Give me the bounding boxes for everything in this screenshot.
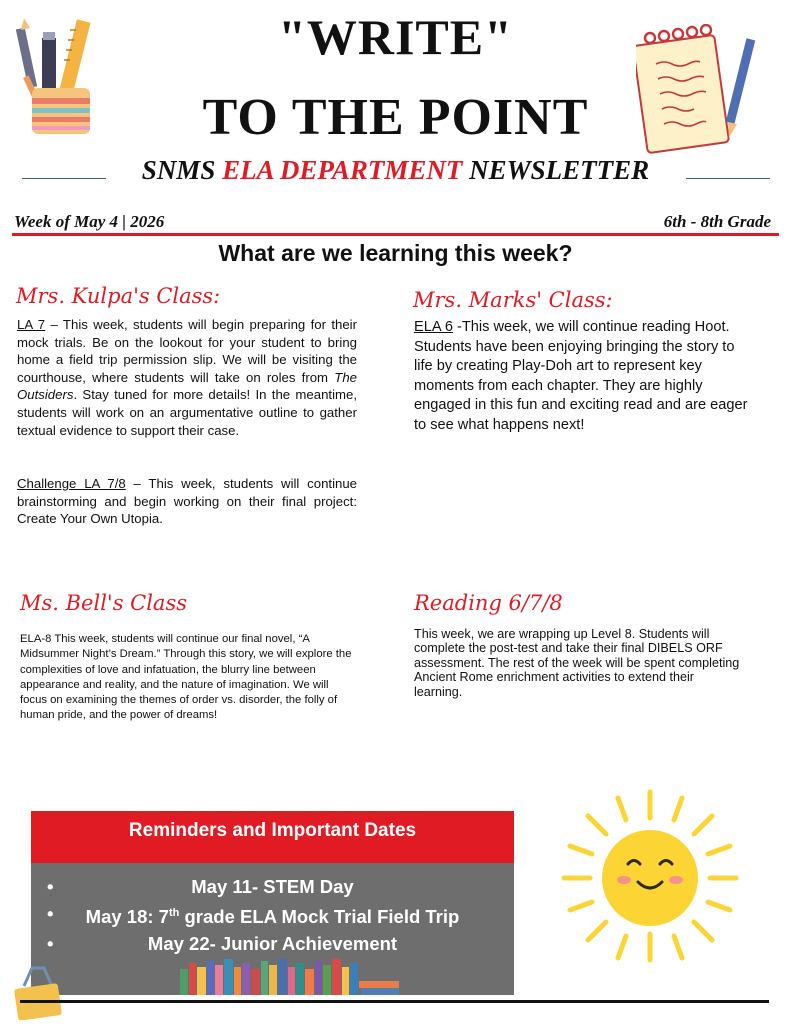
divider-right bbox=[686, 178, 770, 179]
kulpa-challenge-paragraph bbox=[17, 475, 357, 528]
grade-range: 6th - 8th Grade bbox=[663, 212, 771, 231]
newsletter-title-line1: "WRITE" bbox=[278, 9, 513, 65]
kulpa-la7-paragraph bbox=[17, 316, 357, 439]
subtitle-department: ELA DEPARTMENT bbox=[222, 155, 463, 185]
reminder-item-text-end: grade ELA Mock Trial Field Trip bbox=[179, 906, 460, 928]
la7-label: LA 7 bbox=[17, 317, 46, 332]
book-title: The Outsiders bbox=[17, 369, 357, 403]
subtitle-newsletter: NEWSLETTER bbox=[462, 155, 650, 185]
ela6-label: ELA 6 bbox=[414, 319, 453, 335]
sun-icon bbox=[560, 788, 740, 964]
reminder-item-text: May 18: 7 bbox=[85, 906, 169, 928]
challenge-label: Challenge LA 7/8 bbox=[17, 476, 126, 491]
subtitle-school: SNMS bbox=[141, 155, 223, 185]
footer-rule bbox=[20, 1000, 769, 1003]
section-heading: What are we learning this week? bbox=[218, 240, 573, 266]
reminders-header: Reminders and Important Dates bbox=[31, 811, 514, 863]
newsletter-title-line2: TO THE POINT bbox=[202, 89, 589, 146]
reminder-item: • May 22- Junior Achievement bbox=[31, 930, 514, 957]
reminder-item bbox=[31, 900, 514, 930]
la7-text-end: . Stay tuned for more details! In the meantime, students will work on an argumentative outline to gather textual evidence to support their case. bbox=[17, 387, 357, 438]
la7-text: – This week, students will begin preparing for their mock trials. Be on the lookout for your student to bring home a field trip permission slip. We will be visiting the courthouse, where students will take on roles from bbox=[17, 317, 357, 385]
week-date: Week of May 4 | 2026 bbox=[14, 212, 165, 231]
marks-class-title: Mrs. Marks' Class: bbox=[413, 288, 613, 312]
ela6-text: -This week, we will continue reading Hoot. Students have been enjoying bringing the story to life by creating Play-Doh art to represent key moments from each chapter. They are highly engaged in this fun and exciting read and are eager to see what happens next! bbox=[414, 319, 748, 433]
reminder-superscript: th bbox=[168, 907, 180, 919]
newsletter-subtitle bbox=[0, 155, 791, 186]
bell-class-title: Ms. Bell's Class bbox=[20, 591, 188, 615]
marks-ela6-paragraph bbox=[414, 318, 754, 436]
reminder-item: • May 11- STEM Day bbox=[31, 873, 514, 900]
divider-left bbox=[22, 178, 106, 179]
reminders-list bbox=[31, 873, 514, 957]
reading-paragraph: This week, we are wrapping up Level 8. Students will complete the post-test and take their final DIBELS ORF assessment. The rest of the week will be spent completing Ancient Rome enrichment activities to extend their learning. bbox=[414, 627, 740, 699]
header-rule bbox=[12, 233, 779, 236]
challenge-text: – This week, students will continue brainstorming and begin working on their final project: Create Your Own Utopia. bbox=[17, 476, 358, 527]
kulpa-class-title: Mrs. Kulpa's Class: bbox=[16, 284, 221, 308]
bell-paragraph: ELA-8 This week, students will continue our final novel, “A Midsummer Night’s Dream.” Through this story, we will explore the complexities of love and infatuation, the blurry line between appearance and reality, and the nature of imagination. We will focus on examining the themes of order vs. disorder, the folly of human pride, and the power of dreams! bbox=[20, 633, 352, 722]
reading-title: Reading 6/7/8 bbox=[414, 591, 563, 615]
books-icon bbox=[180, 955, 400, 995]
binder-clip-icon bbox=[12, 966, 64, 1020]
